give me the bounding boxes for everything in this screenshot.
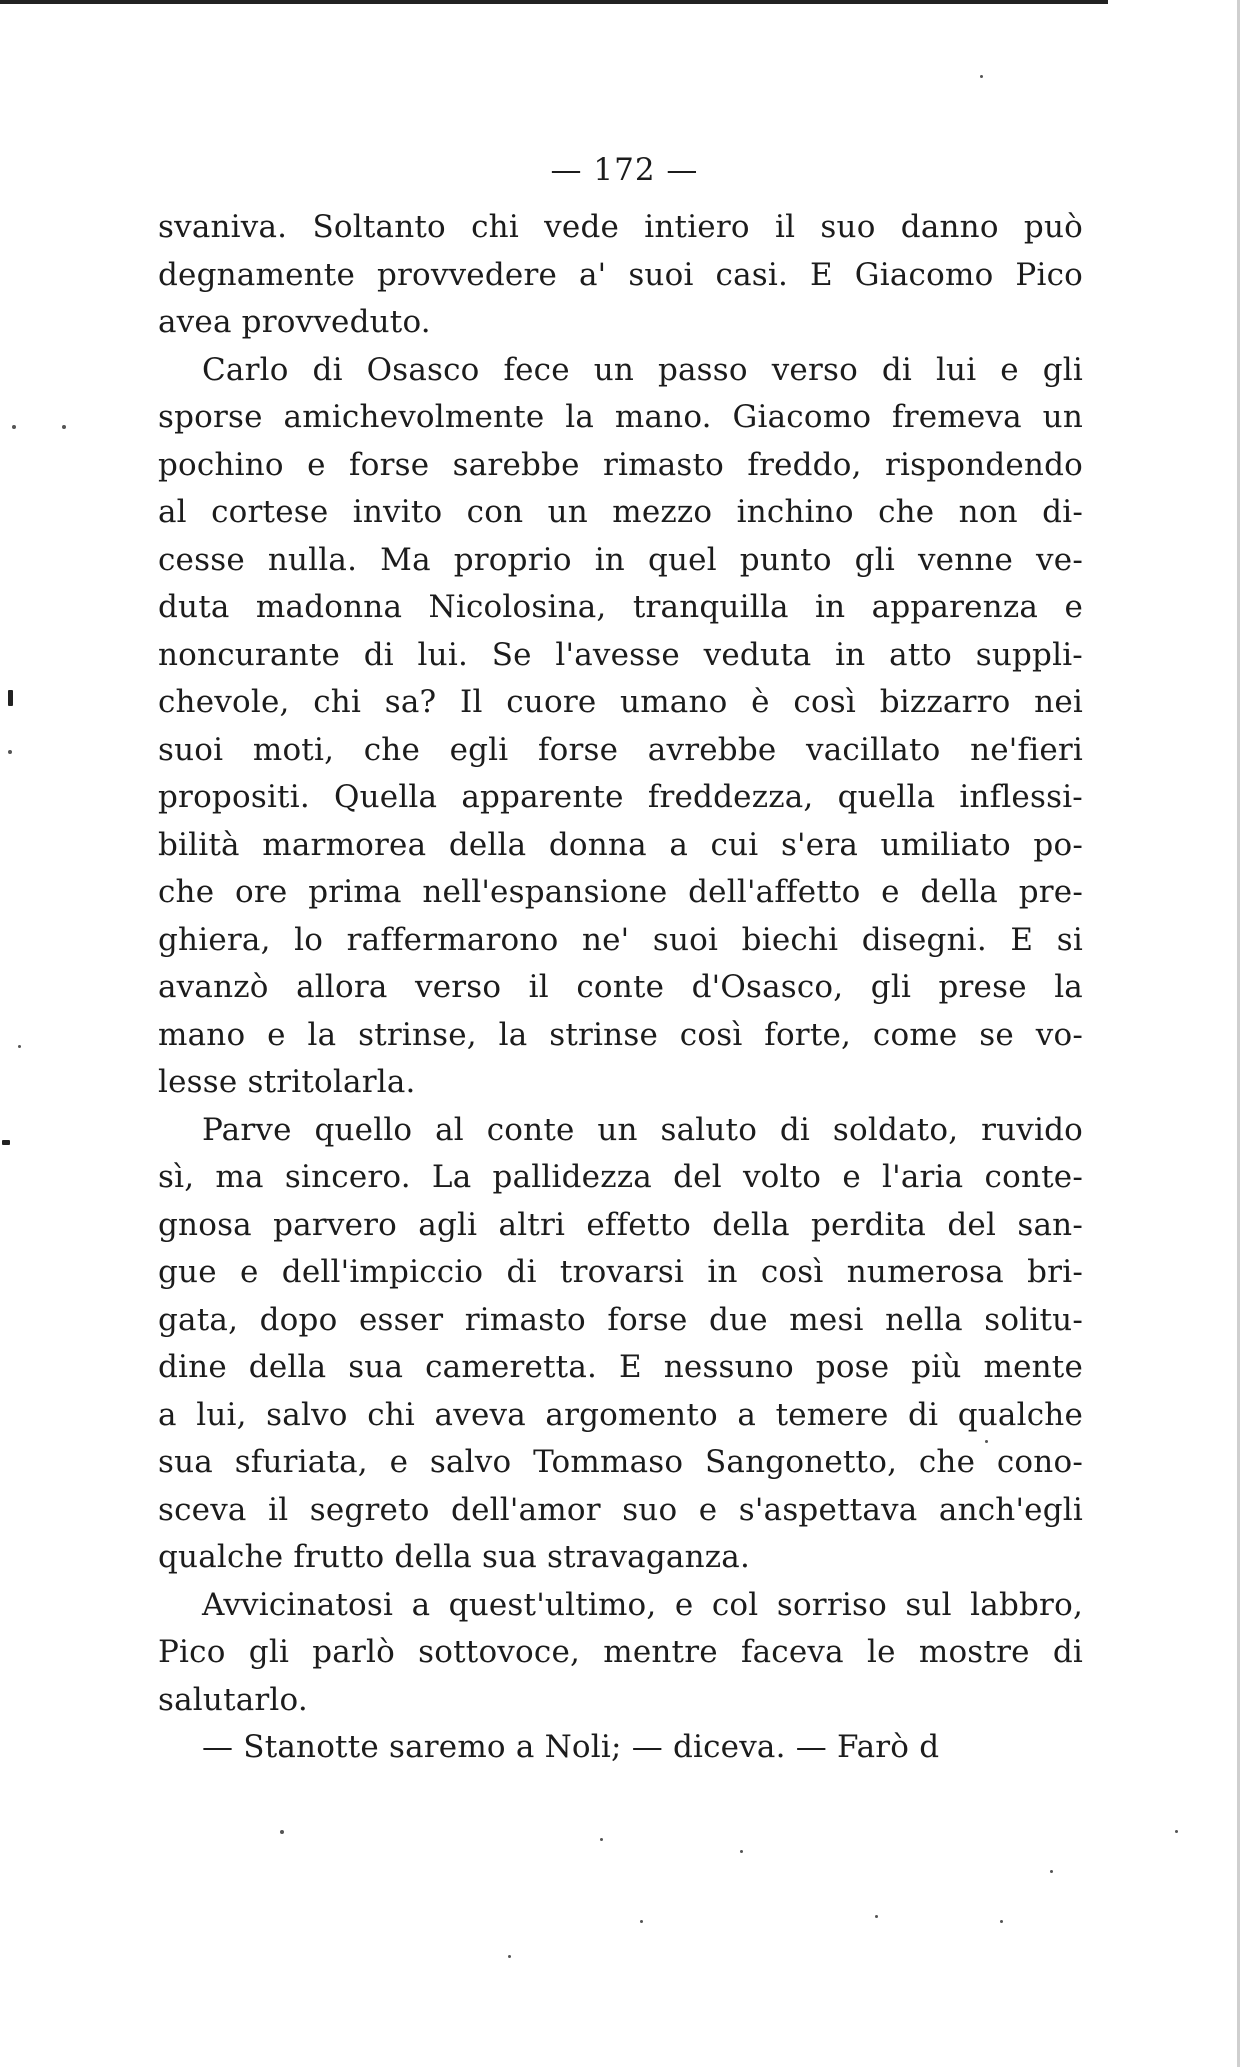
paragraph-start-line: Parve quello al conte un saluto di soldato, ruvido — [202, 1111, 1083, 1148]
text-line: avanzò allora verso il conte d'Osasco, gli prese la — [158, 969, 1083, 1005]
scan-speck — [1175, 1830, 1178, 1833]
text-line: suoi moti, che egli forse avrebbe vacillato ne'fieri — [158, 731, 1083, 768]
body-text — [158, 204, 1083, 1772]
text-line: degnamente provvedere a' suoi casi. E Giacomo Pico — [158, 256, 1083, 293]
text-line: gata, dopo esser rimasto forse due mesi nella solitu- — [158, 1301, 1083, 1338]
text-line: propositi. Quella apparente freddezza, quella inflessi- — [158, 779, 1083, 815]
text-line: noncurante di lui. Se l'avesse veduta in atto suppli- — [158, 636, 1083, 673]
text-line: sua sfuriata, e salvo Tommaso Sangonetto, che cono- — [158, 1444, 1083, 1480]
scan-speck — [740, 1850, 743, 1853]
text-line: chevole, chi sa? Il cuore umano è così bizzarro nei — [158, 684, 1083, 720]
scan-speck — [875, 1915, 878, 1918]
text-line: a lui, salvo chi aveva argomento a temere di qualche — [158, 1396, 1083, 1433]
scan-speck — [8, 690, 13, 706]
text-line: ghiera, lo raffermarono ne' suoi biechi disegni. E si — [158, 921, 1083, 958]
scan-speck — [62, 425, 66, 429]
text-line: mano e la strinse, la strinse così forte, come se vo- — [158, 1016, 1083, 1053]
right-page-edge — [1237, 0, 1240, 2067]
text-line: al cortese invito con un mezzo inchino che non di- — [158, 494, 1083, 530]
scan-speck — [508, 1955, 511, 1958]
text-line: gue e dell'impiccio di trovarsi in così numerosa bri- — [158, 1254, 1083, 1290]
top-border-line — [0, 0, 1108, 4]
text-line: avea provveduto. — [158, 304, 431, 340]
scan-speck — [18, 1045, 21, 1048]
paragraph-start-line: Carlo di Osasco fece un passo verso di lui e gli — [202, 351, 1083, 388]
text-line: svaniva. Soltanto chi vede intiero il suo danno può — [158, 209, 1083, 245]
text-line: che ore prima nell'espansione dell'affetto e della pre- — [158, 874, 1083, 910]
paragraph-start-line: Avvicinatosi a quest'ultimo, e col sorriso sul labbro, — [202, 1586, 1083, 1623]
text-line: gnosa parvero agli altri effetto della perdita del san- — [158, 1206, 1083, 1243]
text-line: dine della sua cameretta. E nessuno pose più mente — [158, 1349, 1083, 1385]
text-line: qualche frutto della sua stravaganza. — [158, 1539, 751, 1575]
scan-speck — [600, 1838, 603, 1841]
scan-speck — [2, 1140, 10, 1145]
text-line: sporse amichevolmente la mano. Giacomo fremeva un — [158, 399, 1083, 435]
text-line: sì, ma sincero. La pallidezza del volto e l'aria conte- — [158, 1159, 1083, 1195]
scan-speck — [985, 1440, 988, 1443]
scan-speck — [12, 425, 16, 429]
scan-speck — [1050, 1870, 1053, 1873]
page-number: — 172 — — [550, 152, 699, 188]
scan-speck — [280, 1830, 284, 1834]
text-line: pochino e forse sarebbe rimasto freddo, rispondendo — [158, 446, 1083, 483]
dialogue-line: — Stanotte saremo a Noli; — diceva. — Farò d — [202, 1729, 940, 1765]
text-line: bilità marmorea della donna a cui s'era umiliato po- — [158, 826, 1083, 863]
scan-speck — [980, 75, 983, 78]
text-line: duta madonna Nicolosina, tranquilla in apparenza e — [158, 589, 1083, 625]
text-line: Pico gli parlò sottovoce, mentre faceva le mostre di — [158, 1634, 1083, 1670]
scan-speck — [8, 750, 12, 754]
text-line: salutarlo. — [158, 1681, 308, 1718]
scan-speck — [640, 1920, 643, 1923]
text-line: sceva il segreto dell'amor suo e s'aspettava anch'egli — [158, 1491, 1083, 1528]
scan-speck — [1000, 1920, 1003, 1923]
text-line: cesse nulla. Ma proprio in quel punto gli venne ve- — [158, 541, 1083, 578]
text-line: lesse stritolarla. — [158, 1064, 416, 1100]
